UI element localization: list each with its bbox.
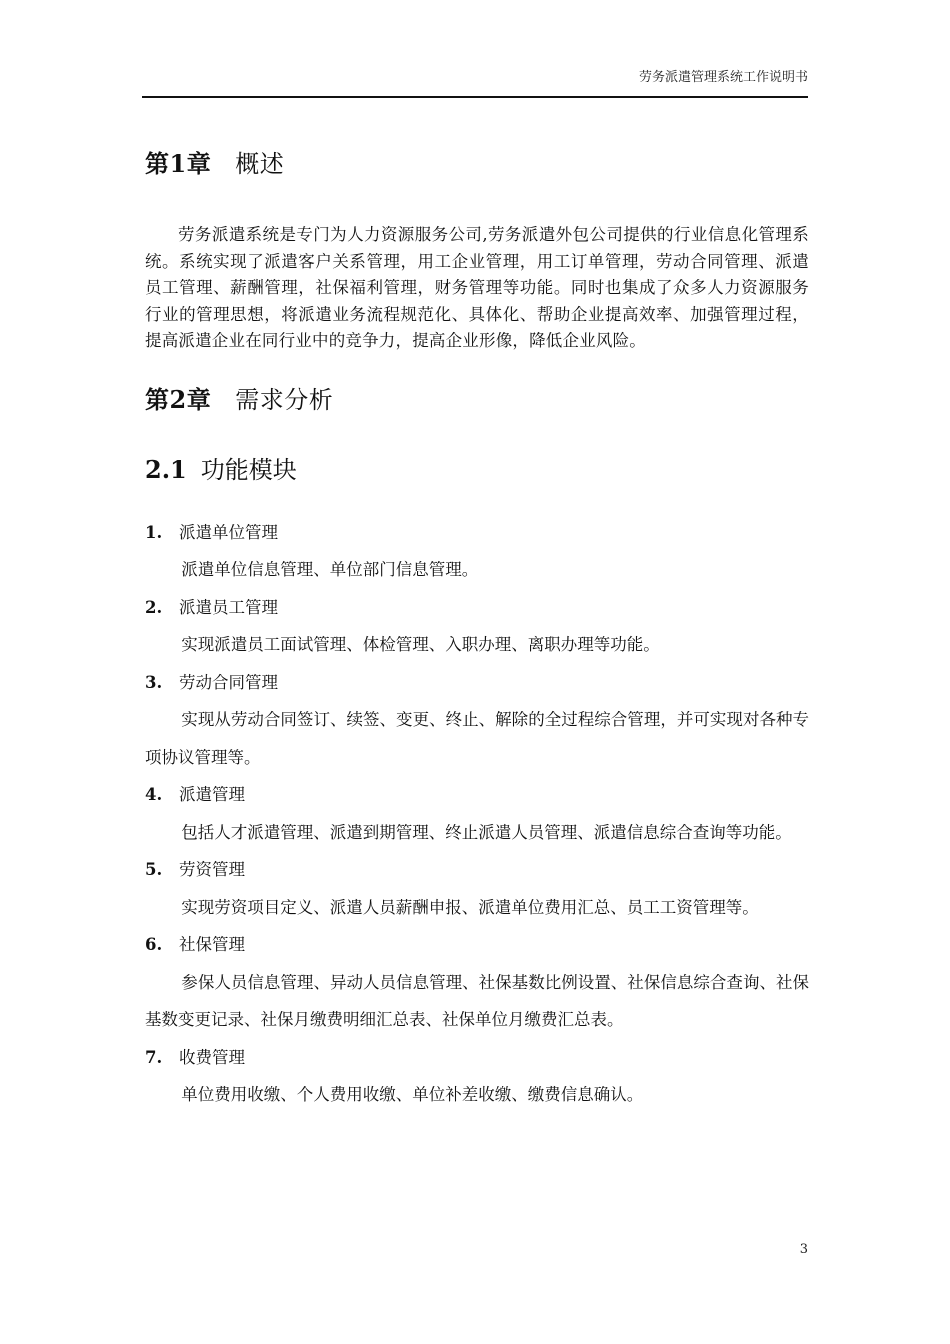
module-title — [145, 514, 809, 552]
module-number: 2. — [145, 597, 163, 617]
module-title — [145, 589, 809, 627]
module-title — [145, 664, 809, 702]
module-item — [145, 664, 809, 777]
module-item — [145, 926, 809, 1039]
module-item — [145, 776, 809, 851]
module-number: 3. — [145, 672, 163, 692]
page-number: 3 — [799, 1242, 808, 1257]
module-description: 单位费用收缴、个人费用收缴、单位补差收缴、缴费信息确认。 — [181, 1085, 644, 1104]
module-description: 派遣单位信息管理、单位部门信息管理。 — [181, 560, 479, 579]
module-title — [145, 851, 809, 889]
module-description: 实现派遣员工面试管理、体检管理、入职办理、离职办理等功能。 — [181, 635, 660, 654]
running-header: 劳务派遣管理系统工作说明书 — [638, 70, 808, 85]
module-number: 4. — [145, 785, 163, 804]
section-2-1-title: 功能模块 — [200, 455, 297, 484]
module-name: 收费管理 — [179, 1047, 245, 1067]
chapter-2-heading — [145, 382, 809, 418]
module-item — [145, 589, 809, 664]
module-name: 社保管理 — [179, 935, 245, 954]
chapter-1-number: 第1章 — [145, 149, 212, 178]
module-name: 派遣员工管理 — [179, 597, 278, 617]
chapter-1-heading — [145, 146, 809, 182]
module-number: 5. — [145, 860, 163, 879]
chapter-1-title: 概述 — [235, 150, 285, 178]
module-item — [145, 851, 809, 926]
module-description: 参保人员信息管理、异动人员信息管理、社保基数比例设置、社保信息综合查询、社保基数变更记录、社保月缴费明细汇总表、社保单位月缴费汇总表。 — [145, 972, 809, 1029]
module-item — [145, 1039, 809, 1114]
chapter-2-number: 第2章 — [145, 384, 212, 414]
module-name: 派遣单位管理 — [179, 522, 278, 542]
module-list — [145, 514, 809, 1114]
page-content — [145, 146, 809, 1114]
module-title — [145, 926, 809, 964]
module-description: 实现从劳动合同签订、续签、变更、终止、解除的全过程综合管理，并可实现对各种专项协议管理等。 — [145, 710, 809, 767]
module-description: 包括人才派遣管理、派遣到期管理、终止派遣人员管理、派遣信息综合查询等功能。 — [181, 822, 792, 842]
section-2-1-number: 2.1 — [145, 454, 187, 484]
chapter-2-title: 需求分析 — [235, 385, 334, 414]
header-rule — [142, 96, 808, 98]
module-name: 劳资管理 — [179, 860, 245, 879]
module-number: 1. — [145, 522, 163, 542]
module-title — [145, 1039, 809, 1077]
chapter-1-paragraph: 劳务派遣系统是专门为人力资源服务公司,劳务派遣外包公司提供的行业信息化管理系统。系统实现了派遣客户关系管理，用工企业管理，用工订单管理，劳动合同管理、派遣员工管理、薪酬管理，社保福利管理，财务管理等功能。同时也集成了众多人力资源服务行业的管理思想，将派遣业务流程规范化、具体化、帮助企业提高效率、加强管理过程，提高派遣企业在同行业中的竞争力，提高企业形像，降低企业风险。 — [145, 225, 809, 350]
module-item — [145, 514, 809, 589]
module-number: 7. — [145, 1047, 163, 1067]
module-number: 6. — [145, 935, 163, 954]
section-2-1-heading — [145, 452, 809, 488]
module-title — [145, 776, 809, 814]
module-description: 实现劳资项目定义、派遣人员薪酬申报、派遣单位费用汇总、员工工资管理等。 — [181, 897, 759, 917]
module-name: 派遣管理 — [179, 785, 245, 804]
module-name: 劳动合同管理 — [179, 672, 278, 692]
